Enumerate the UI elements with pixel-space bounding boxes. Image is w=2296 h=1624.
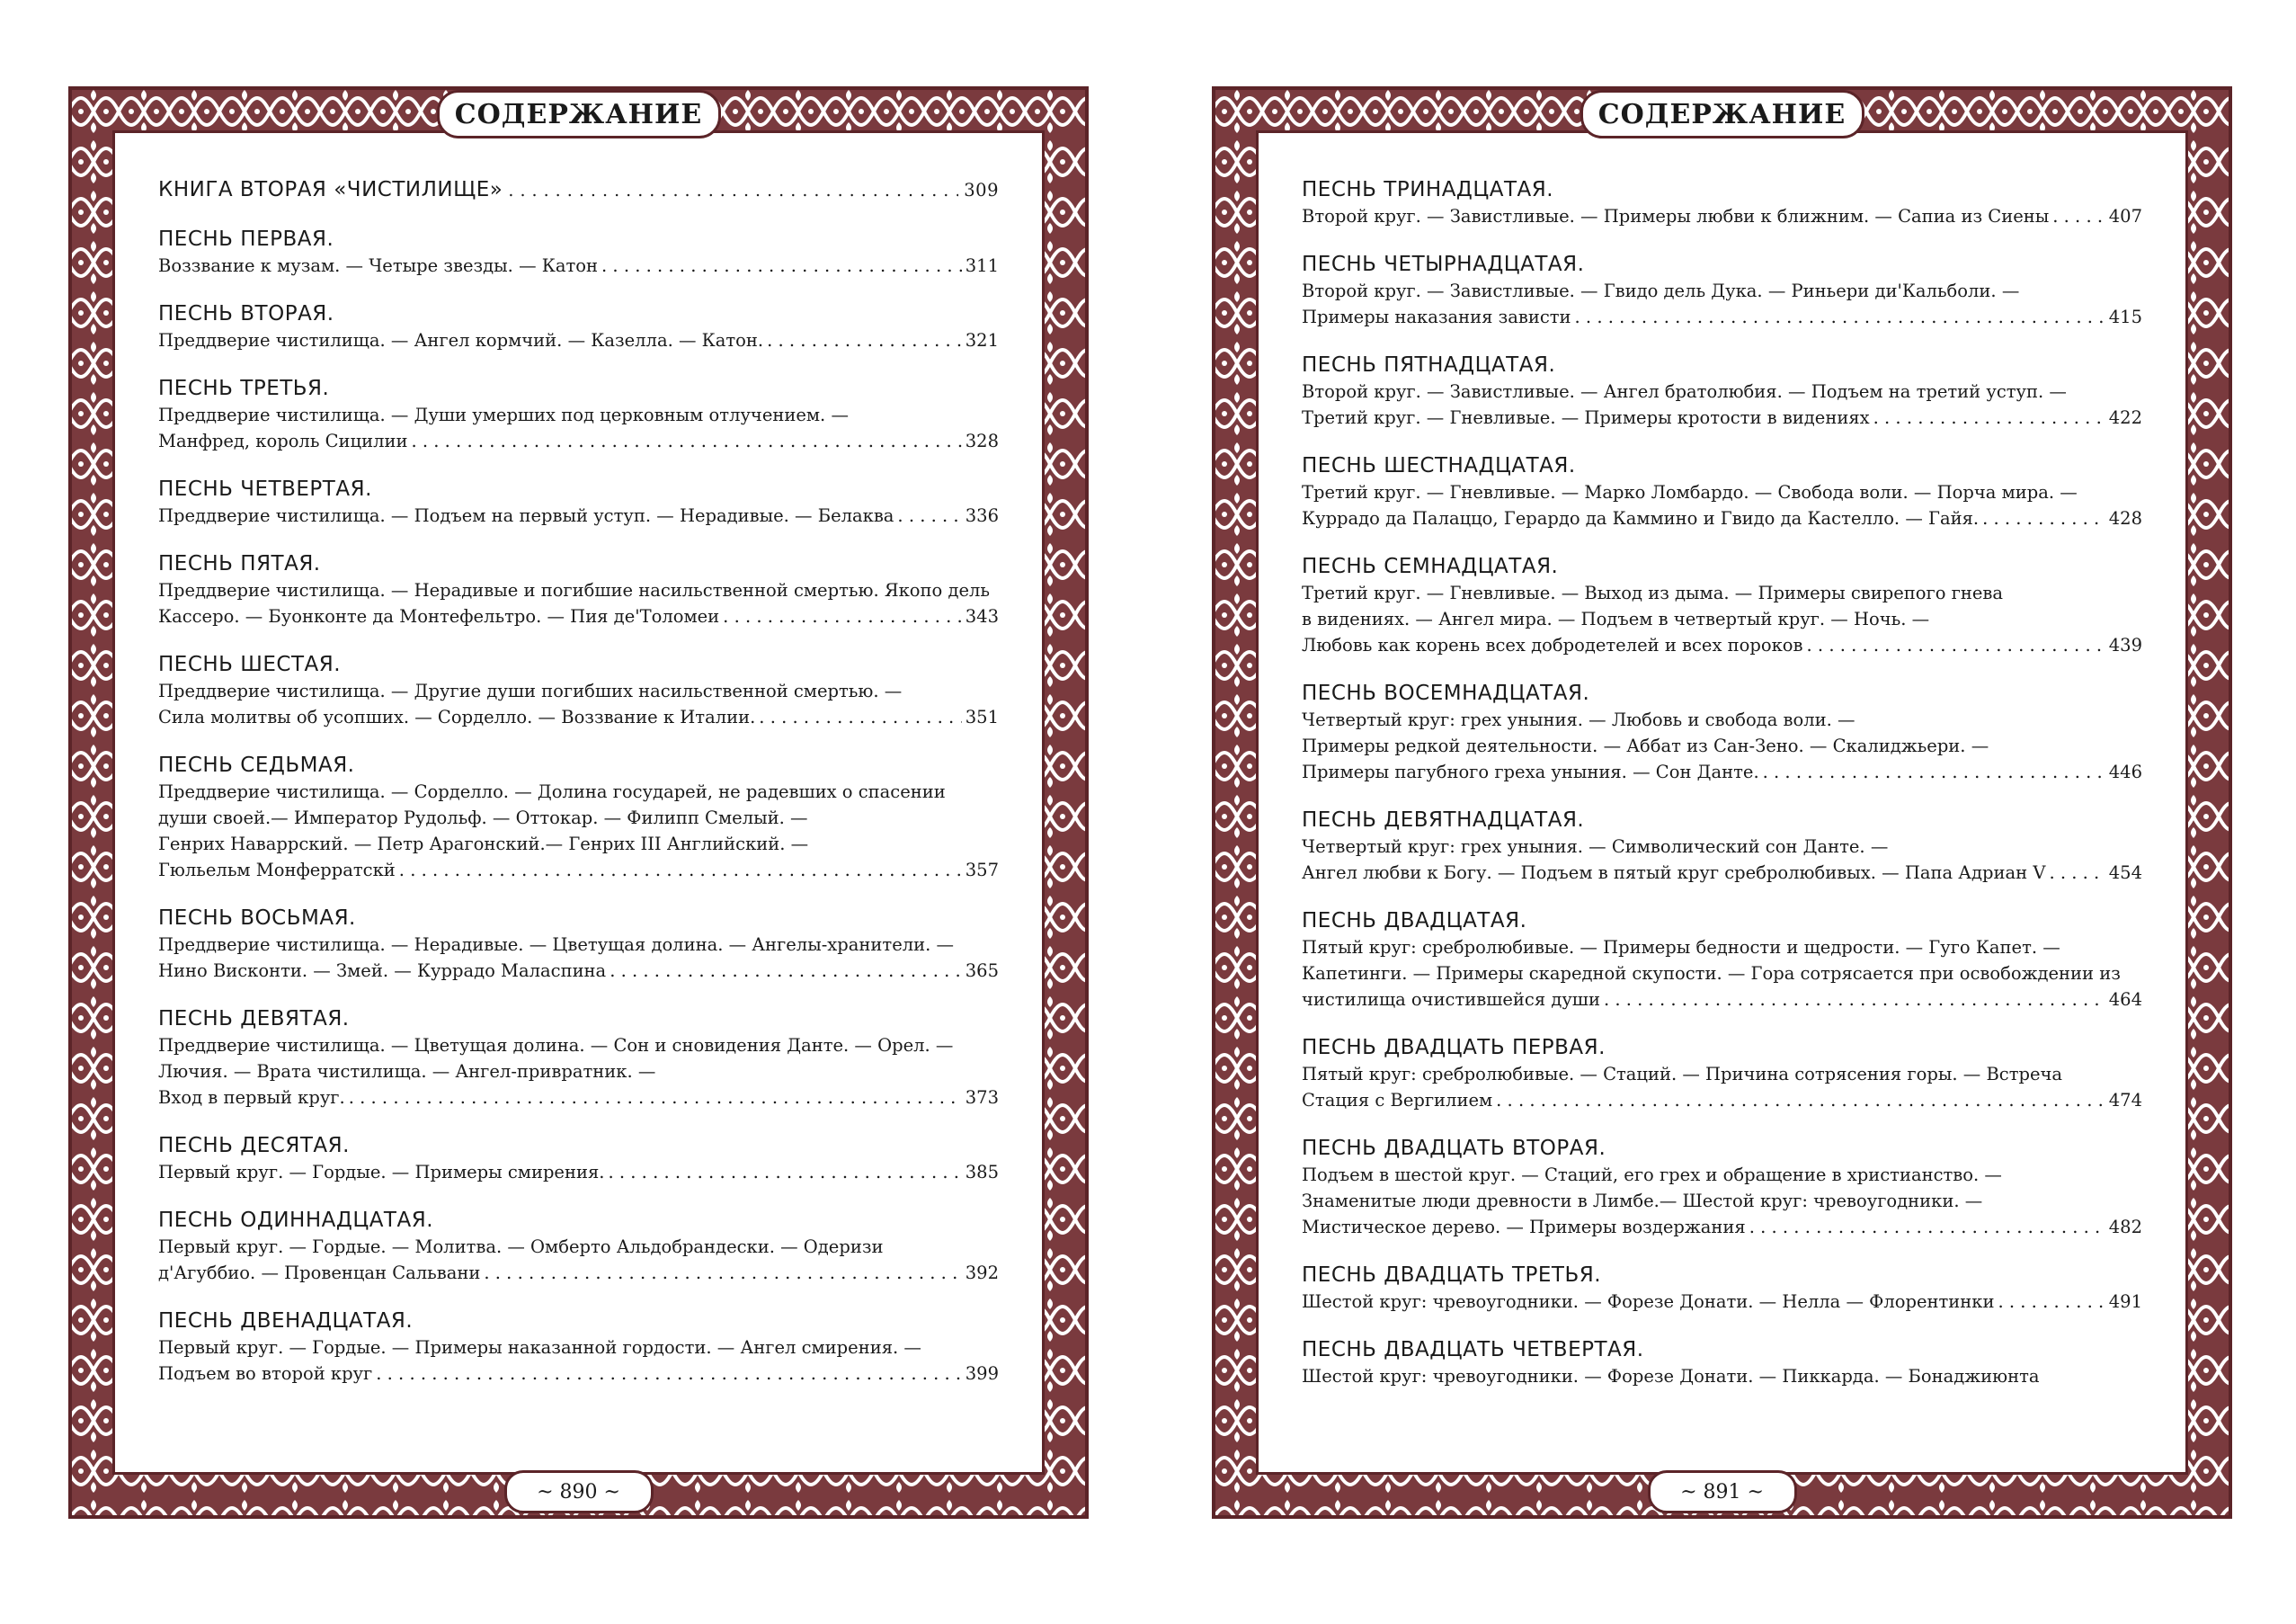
dot-leader — [399, 857, 962, 883]
canto-summary-text: Подъем во второй круг — [158, 1363, 373, 1384]
dot-leader — [1763, 759, 2105, 785]
canto-heading: ПЕСНЬ ДВАДЦАТАЯ. — [1302, 909, 1527, 932]
canto-summary-text: Знаменитые люди древности в Лимбе.— Шестой круг: чревоугодники. — — [1302, 1191, 1983, 1211]
toc-entry[interactable] — [158, 1207, 999, 1286]
canto-heading: ПЕСНЬ ДВАДЦАТЬ ТРЕТЬЯ. — [1302, 1263, 1602, 1287]
page-reference: 454 — [2108, 862, 2142, 883]
canto-summary-text: Преддверие чистилища. — Сорделло. — Долина государей, не радевших о спасении — [158, 781, 946, 802]
toc-entry[interactable] — [158, 1005, 999, 1111]
page-reference: 464 — [2108, 989, 2142, 1010]
canto-summary-text: Четвертый круг: грех уныния. — Символический сон Данте. — — [1302, 836, 1889, 857]
right-page — [1212, 86, 2232, 1519]
canto-summary-text: Мистическое дерево. — Примеры воздержания — [1302, 1217, 1746, 1237]
canto-summary-text: д'Агуббио. — Провенцан Сальвани — [158, 1263, 481, 1283]
canto-heading: ПЕСНЬ ДВАДЦАТЬ ВТОРАЯ. — [1302, 1137, 1606, 1160]
page-reference: 311 — [965, 255, 999, 276]
dot-leader — [1604, 986, 2105, 1013]
canto-summary-text: Второй круг. — Завистливые. — Гвидо дель Дука. — Риньери ди'Кальболи. — — [1302, 281, 2020, 301]
canto-heading: ПЕСНЬ ТРЕТЬЯ. — [158, 377, 330, 400]
book-heading-page: 309 — [964, 180, 999, 201]
canto-summary-text: Лючия. — Врата чистилища. — Ангел-привратник. — — [158, 1061, 656, 1082]
book-heading[interactable] — [158, 176, 999, 204]
canto-heading: ПЕСНЬ ДЕВЯТНАДЦАТАЯ. — [1302, 808, 1585, 832]
page-reference: 407 — [2108, 206, 2142, 227]
canto-summary-text: Пятый круг: сребролюбивые. — Стаций. — Причина сотрясения горы. — Встреча — [1302, 1064, 2063, 1084]
page-reference: 474 — [2108, 1090, 2142, 1111]
canto-summary-text: Второй круг. — Завистливые. — Примеры любви к ближним. — Сапиа из Сиены — [1302, 206, 2050, 227]
dot-leader — [411, 428, 961, 454]
toc-entry[interactable] — [1302, 1262, 2142, 1315]
canto-heading: ПЕСНЬ ДЕВЯТАЯ. — [158, 1007, 350, 1031]
canto-heading: ПЕСНЬ ПЕРВАЯ. — [158, 228, 334, 251]
page-reference: 482 — [2108, 1217, 2142, 1237]
canto-heading: ПЕСНЬ ПЯТНАДЦАТАЯ. — [1302, 353, 1556, 377]
canto-heading: ПЕСНЬ ВТОРАЯ. — [158, 302, 334, 326]
canto-summary-text: Примеры пагубного греха уныния. — Сон Данте. — [1302, 762, 1759, 782]
canto-heading: ПЕСНЬ ШЕСТНАДЦАТАЯ. — [1302, 454, 1576, 477]
canto-summary-text: Четвертый круг: грех уныния. — Любовь и свобода воли. — — [1302, 709, 1855, 730]
toc-entry[interactable] — [1302, 1034, 2142, 1113]
toc-entry[interactable] — [1302, 1336, 2142, 1389]
dot-leader — [2052, 203, 2105, 229]
canto-summary-text: Нино Висконти. — Змей. — Куррадо Маласпина — [158, 960, 607, 981]
dot-leader — [723, 603, 962, 629]
toc-entry[interactable] — [158, 752, 999, 883]
canto-summary-text: Сила молитвы об усопших. — Сорделло. — Воззвание к Италии. — [158, 707, 756, 727]
canto-summary-text: Первый круг. — Гордые. — Молитва. — Омберто Альдобрандески. — Одеризи — [158, 1236, 884, 1257]
toc-entry[interactable] — [158, 905, 999, 984]
canto-summary-text: Преддверие чистилища. — Ангел кормчий. — Казелла. — Катон. — [158, 330, 764, 351]
canto-summary-text: Куррадо да Палаццо, Герардо да Каммино и Гвидо да Кастелло. — Гайя. — [1302, 508, 1980, 529]
page-reference: 336 — [965, 505, 999, 526]
toc-entry[interactable] — [1302, 1135, 2142, 1240]
page-reference: 392 — [965, 1263, 999, 1283]
canto-summary-text: Третий круг. — Гневливые. — Марко Ломбардо. — Свобода воли. — Порча мира. — — [1302, 482, 2078, 503]
canto-summary-text: Генрих Наваррский. — Петр Арагонский.— Генрих III Английский. — — [158, 834, 809, 854]
toc-entry[interactable] — [158, 550, 999, 629]
canto-summary-text: Второй круг. — Завистливые. — Ангел братолюбия. — Подъем на третий уступ. — — [1302, 381, 2067, 402]
toc-entry[interactable] — [158, 1132, 999, 1185]
toc-entry[interactable] — [1302, 251, 2142, 330]
canto-summary-text: Примеры редкой деятельности. — Аббат из Сан-Зено. — Скалиджьери. — — [1302, 736, 1989, 756]
table-of-contents — [1302, 176, 2142, 1411]
canto-summary-text: в видениях. — Ангел мира. — Подъем в четвертый круг. — Ночь. — — [1302, 609, 1930, 629]
dot-leader — [1575, 304, 2105, 330]
page-number: ~ 890 ~ — [504, 1470, 654, 1513]
canto-summary-text: Первый круг. — Гордые. — Примеры наказанной гордости. — Ангел смирения. — — [158, 1337, 921, 1358]
book-heading-text: КНИГА ВТОРАЯ «ЧИСТИЛИЩЕ» — [158, 178, 503, 201]
page-reference: 357 — [965, 860, 999, 880]
canto-heading: ПЕСНЬ ДВАДЦАТЬ ЧЕТВЕРТАЯ. — [1302, 1338, 1644, 1361]
canto-summary-text: Вход в первый круг. — [158, 1087, 345, 1108]
page-reference: 422 — [2108, 407, 2142, 428]
toc-entry[interactable] — [1302, 680, 2142, 785]
dot-leader — [767, 327, 962, 353]
dot-leader — [608, 1159, 961, 1185]
table-of-contents — [158, 176, 999, 1408]
page-reference: 439 — [2108, 635, 2142, 656]
toc-entry[interactable] — [1302, 452, 2142, 531]
page-reference: 385 — [965, 1162, 999, 1182]
dot-leader — [1807, 632, 2105, 658]
dot-leader — [759, 704, 961, 730]
canto-heading: ПЕСНЬ ДВЕНАДЦАТАЯ. — [158, 1309, 414, 1333]
canto-heading: ПЕСНЬ ВОСЕМНАДЦАТАЯ. — [1302, 682, 1590, 705]
page-reference: 491 — [2108, 1291, 2142, 1312]
canto-summary-text: чистилища очистившейся души — [1302, 989, 1600, 1010]
canto-summary-text: Подъем в шестой круг. — Стаций, его грех и обращение в христианство. — — [1302, 1164, 2002, 1185]
toc-entry[interactable] — [1302, 553, 2142, 658]
toc-entry[interactable] — [158, 476, 999, 529]
canto-summary-text: Манфред, король Сицилии — [158, 431, 408, 451]
canto-heading: ПЕСНЬ ОДИННАДЦАТАЯ. — [158, 1209, 434, 1232]
canto-summary-text: Третий круг. — Гневливые. — Примеры кротости в видениях — [1302, 407, 1870, 428]
canto-summary-text: Преддверие чистилища. — Другие души погибших насильственной смертью. — — [158, 681, 903, 701]
canto-summary-text: Любовь как корень всех добродетелей и всех пороков — [1302, 635, 1803, 656]
canto-summary-text: Преддверие чистилища. — Цветущая долина. — Сон и сновидения Данте. — Орел. — — [158, 1035, 954, 1056]
page-reference: 328 — [965, 431, 999, 451]
dot-leader — [1998, 1289, 2105, 1315]
canto-heading: ПЕСНЬ ДЕСЯТАЯ. — [158, 1134, 350, 1157]
toc-entry[interactable] — [1302, 907, 2142, 1013]
canto-heading: ПЕСНЬ СЕДЬМАЯ. — [158, 754, 355, 777]
toc-entry[interactable] — [158, 300, 999, 353]
dot-leader — [484, 1260, 961, 1286]
canto-heading: ПЕСНЬ ШЕСТАЯ. — [158, 653, 342, 676]
canto-summary-text: Стация с Вергилием — [1302, 1090, 1493, 1111]
page-reference: 351 — [965, 707, 999, 727]
canto-summary-text: Капетинги. — Примеры скаредной скупости. — Гора сотрясается при освобождении из — [1302, 963, 2121, 984]
page-reference: 321 — [965, 330, 999, 351]
canto-heading: ПЕСНЬ ЧЕТВЕРТАЯ. — [158, 477, 372, 501]
canto-summary-text: Гюльельм Монферратскй — [158, 860, 396, 880]
page-title: СОДЕРЖАНИЕ — [1580, 90, 1864, 138]
page-reference: 399 — [965, 1363, 999, 1384]
page-reference: 365 — [965, 960, 999, 981]
dot-leader — [1749, 1214, 2105, 1240]
dot-leader — [349, 1084, 962, 1111]
canto-summary-text: Третий круг. — Гневливые. — Выход из дыма. — Примеры свирепого гнева — [1302, 583, 2004, 603]
toc-entry[interactable] — [158, 1307, 999, 1387]
page-reference: 446 — [2108, 762, 2142, 782]
canto-summary-text: Кассеро. — Буонконте да Монтефельтро. — Пия де'Толомеи — [158, 606, 720, 627]
page-number: ~ 891 ~ — [1648, 1470, 1797, 1513]
canto-heading: ПЕСНЬ ВОСЬМАЯ. — [158, 906, 356, 930]
left-page — [68, 86, 1089, 1519]
dot-leader — [376, 1361, 962, 1387]
page-reference: 415 — [2108, 307, 2142, 327]
dot-leader — [1982, 505, 2105, 531]
toc-entry[interactable] — [1302, 352, 2142, 431]
toc-entry[interactable] — [158, 375, 999, 454]
canto-summary-text: Первый круг. — Гордые. — Примеры смирения. — [158, 1162, 605, 1182]
canto-summary-text: души своей.— Император Рудольф. — Оттокар. — Филипп Смелый. — — [158, 808, 808, 828]
canto-summary-text: Воззвание к музам. — Четыре звезды. — Катон — [158, 255, 599, 276]
toc-entry[interactable] — [1302, 176, 2142, 229]
canto-summary-text: Шестой круг: чревоугодники. — Форезе Донати. — Нелла — Флорентинки — [1302, 1291, 1995, 1312]
canto-summary-text: Преддверие чистилища. — Подъем на первый уступ. — Нерадивые. — Белаква — [158, 505, 894, 526]
page-reference: 373 — [965, 1087, 999, 1108]
canto-heading: ПЕСНЬ ПЯТАЯ. — [158, 552, 321, 576]
canto-heading: ПЕСНЬ ЧЕТЫРНАДЦАТАЯ. — [1302, 253, 1585, 276]
dot-leader — [508, 177, 958, 204]
canto-heading: ПЕСНЬ ДВАДЦАТЬ ПЕРВАЯ. — [1302, 1036, 1606, 1059]
page-title: СОДЕРЖАНИЕ — [437, 90, 721, 138]
page-reference: 343 — [965, 606, 999, 627]
page-reference: 428 — [2108, 508, 2142, 529]
canto-summary-text: Примеры наказания зависти — [1302, 307, 1571, 327]
dot-leader — [1873, 405, 2105, 431]
canto-summary-text: Преддверие чистилища. — Нерадивые. — Цветущая долина. — Ангелы-хранители. — — [158, 934, 955, 955]
canto-heading: ПЕСНЬ СЕМНАДЦАТАЯ. — [1302, 555, 1559, 578]
toc-entry[interactable] — [158, 226, 999, 279]
dot-leader — [2049, 860, 2105, 886]
canto-summary-text: Преддверие чистилища. — Души умерших под церковным отлучением. — — [158, 405, 849, 425]
toc-entry[interactable] — [158, 651, 999, 730]
dot-leader — [1496, 1087, 2105, 1113]
canto-heading: ПЕСНЬ ТРИНАДЦАТАЯ. — [1302, 178, 1554, 201]
canto-summary-text: Преддверие чистилища. — Нерадивые и погибшие насильственной смертью. Якопо дель — [158, 580, 991, 601]
canto-summary-text: Ангел любви к Богу. — Подъем в пятый круг сребролюбивых. — Папа Адриан V — [1302, 862, 2046, 883]
dot-leader — [610, 958, 962, 984]
dot-leader — [897, 503, 961, 529]
dot-leader — [601, 253, 962, 279]
canto-summary-text: Шестой круг: чревоугодники. — Форезе Донати. — Пиккарда. — Бонаджиюнта — [1302, 1366, 2040, 1387]
toc-entry[interactable] — [1302, 807, 2142, 886]
canto-summary-text: Пятый круг: сребролюбивые. — Примеры бедности и щедрости. — Гуго Капет. — — [1302, 937, 2060, 958]
